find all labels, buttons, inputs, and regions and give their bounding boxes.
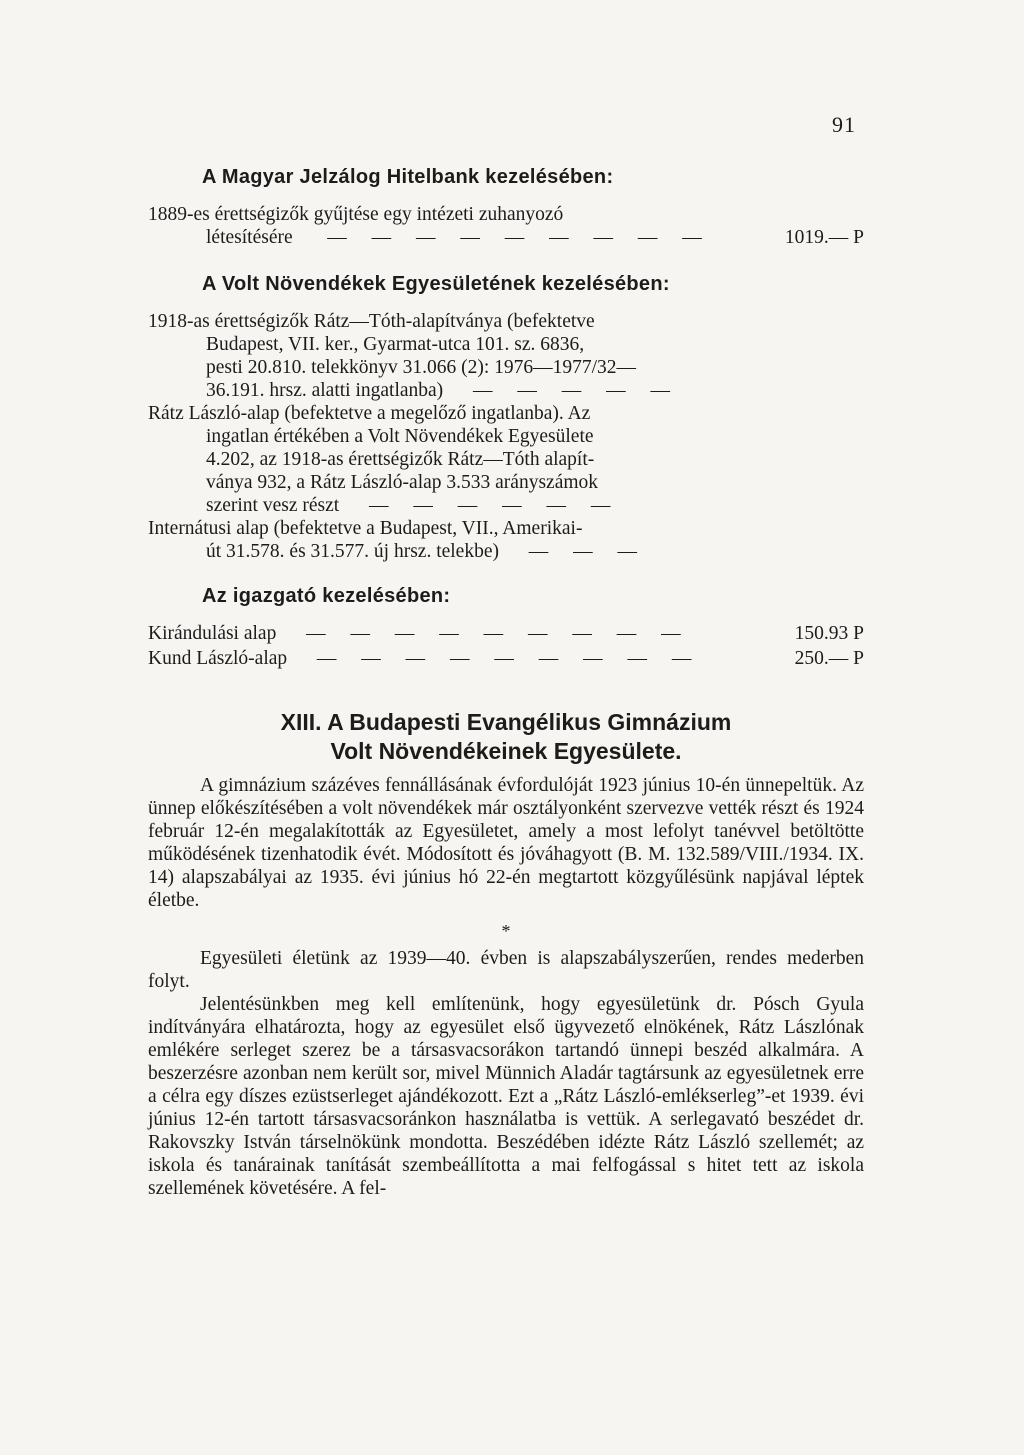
page-content xyxy=(148,166,864,1200)
entry-text-line: 1889-es érettségizők gyűjtése egy intézeti zuhanyozó xyxy=(148,204,564,225)
leader-dashes: — — — — — xyxy=(443,380,680,401)
section-separator: * xyxy=(501,921,511,941)
entry-text-line: létesítésére xyxy=(206,227,293,248)
fund-entry-internatus xyxy=(148,517,864,563)
chapter-title xyxy=(148,708,864,766)
entry-amount: 250.— P xyxy=(794,648,864,669)
fund-entry-kund xyxy=(148,647,864,670)
fund-entry-kirandulasi xyxy=(148,622,864,645)
paragraph-year-summary: Egyesületi életünk az 1939—40. évben is alapszabályszerűen, rendes mederben folyt. xyxy=(148,948,864,992)
fund-entry-ratz-laszlo xyxy=(148,402,864,517)
page-number: 91 xyxy=(832,112,856,137)
entry-amount: 150.93 P xyxy=(794,623,864,644)
entry-label: Kirándulási alap xyxy=(148,623,277,644)
section-heading-egyesulet: A Volt Növendékek Egyesületének kezelésében: xyxy=(202,273,670,295)
entry-text-line: Internátusi alap (befektetve a Budapest, VII., Amerikai- xyxy=(148,518,583,539)
entry-text-line: út 31.578. és 31.577. új hrsz. telekbe) xyxy=(206,541,499,562)
entry-text-line: ványa 932, a Rátz László-alap 3.533 arányszámok xyxy=(206,472,599,493)
paragraph-serleg: Jelentésünkben meg kell említenünk, hogy egyesületünk dr. Pósch Gyula indítványára elhatározta, hogy az egyesület első ügyvezető elnökének, Rátz Lászlónak emlékére serleget szerez be a társasvacsorákon tartandó ünnepi beszéd alkalmára. A beszerzésre azonban nem került sor, mivel Münnich Aladár tagtársunk az egyesületnek erre a célra egy díszes ezüstserleget ajándékozott. Ezt a „Rátz László-emlékserleg”-et 1939. évi június 12-én tartott társasvacsoránkon használatba is vettük. A serlegavató beszédet dr. Rakovszky István társelnökünk mondotta. Beszédében idézte Rátz László szellemét; az iskola és tanárainak tanítását szembeállította a mai felfogással s hitet tett az iskola szellemének követésére. A fel- xyxy=(148,994,864,1199)
chapter-title-line: Volt Növendékeinek Egyesülete. xyxy=(330,738,682,764)
leader-dashes: — — — — — — xyxy=(339,495,621,516)
paragraph-history: A gimnázium százéves fennállásának évfordulóját 1923 június 10-én ünnepeltük. Az ünnep előkészítésében a volt növendékek már osztályonként szervezve vették részt és 1924 február 12-én megalakították az Egyesületet, amely a most lefolyt tanévvel betöltötte működésének tizenhatodik évét. Módosított és jóváhagyott (B. M. 132.589/VIII./1934. IX. 14) alapszabályai az 1935. évi június hó 22-én megtartott közgyűlésünk napjával léptek életbe. xyxy=(148,775,864,911)
entry-text-line: ingatlan értékében a Volt Növendékek Egyesülete xyxy=(206,426,594,447)
entry-label: Kund László-alap xyxy=(148,648,288,669)
entry-text-line: szerint vesz részt xyxy=(206,495,340,516)
section-heading-jelzalog: A Magyar Jelzálog Hitelbank kezelésében: xyxy=(202,166,614,188)
entry-text-line: Rátz László-alap (befektetve a megelőző ingatlanba). Az xyxy=(148,403,591,424)
chapter-title-line: XIII. A Budapesti Evangélikus Gimnázium xyxy=(280,709,732,735)
entry-amount: 1019.— P xyxy=(784,227,864,248)
leader-dashes: — — — — — — — — — xyxy=(297,227,712,248)
fund-entry-ratz-toth xyxy=(148,310,864,402)
entry-text-line: 36.191. hrsz. alatti ingatlanba) xyxy=(206,380,444,401)
entry-text-line: pesti 20.810. telekkönyv 31.066 (2): 1976—1977/32— xyxy=(206,357,637,378)
fund-entry-zuhanyozo xyxy=(148,203,864,249)
leader-dashes: — — — — — — — — — xyxy=(287,648,702,669)
leader-dashes: — — — xyxy=(499,541,647,562)
entry-text-line: 1918-as érettségizők Rátz—Tóth-alapítványa (befektetve xyxy=(148,311,595,332)
section-heading-igazgato: Az igazgató kezelésében: xyxy=(202,585,451,607)
leader-dashes: — — — — — — — — — xyxy=(276,623,691,644)
entry-text-line: 4.202, az 1918-as érettségizők Rátz—Tóth alapít- xyxy=(206,449,595,470)
entry-text-line: Budapest, VII. ker., Gyarmat-utca 101. sz. 6836, xyxy=(206,334,585,355)
